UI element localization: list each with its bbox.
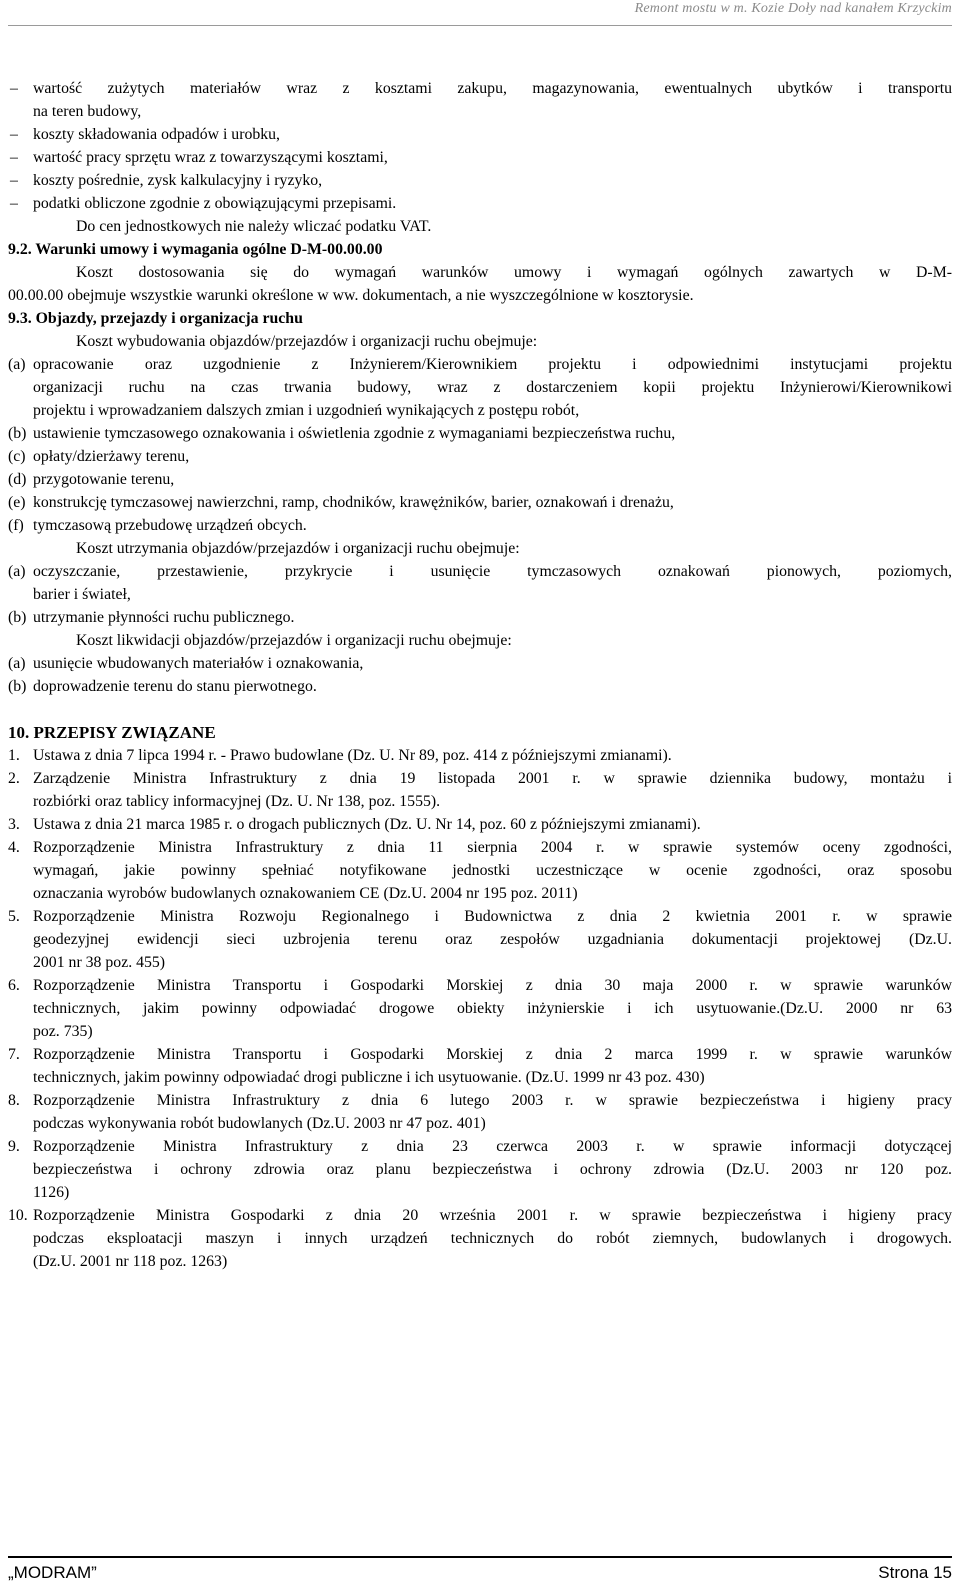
item-text: tymczasową przebudowę urządzeń obcych.	[33, 517, 307, 534]
item-text: oczyszczanie, przestawienie, przykrycie i usunięcie tymczasowych oznakowań pionowych, poziomych,	[33, 563, 952, 580]
paragraph-text: 00.00.00 obejmuje wszystkie warunki określone w ww. dokumentach, a nie wyszczególnione w kosztorysie.	[8, 287, 694, 304]
dash-bullet: –	[10, 126, 18, 143]
regulation-item	[0, 836, 960, 859]
regulation-text: Rozporządzenie Ministra Infrastruktury z dnia 6 lutego 2003 r. w sprawie bezpieczeństwa i higieny pracy	[33, 1092, 952, 1109]
regulation-number: 5.	[8, 908, 20, 925]
regulation-text: wymagań, jakie powinny spełniać notyfikowane jednostki uczestniczące w ocenie zgodności, oraz sposobu	[33, 862, 952, 879]
item-text: usunięcie wbudowanych materiałów i oznakowania,	[33, 655, 364, 672]
regulation-item-continuation	[0, 928, 960, 951]
item-text: projektu i wprowadzaniem dalszych zmian i uzgodnień wynikających z postępu robót,	[33, 402, 580, 419]
item-text: doprowadzenie terenu do stanu pierwotnego.	[33, 678, 317, 695]
regulation-text: Ustawa z dnia 7 lipca 1994 r. - Prawo budowlane (Dz. U. Nr 89, poz. 414 z późniejszymi zmianami).	[33, 747, 672, 764]
regulation-text: Rozporządzenie Ministra Infrastruktury z dnia 11 sierpnia 2004 r. w sprawie systemów oceny zgodności,	[33, 839, 952, 856]
section-10-heading	[0, 721, 960, 744]
regulation-text: technicznych, jakim powinny odpowiadać drogowe obiekty inżynierskie i ich usytuowanie.(Dz.U. 2000 nr 63	[33, 1000, 952, 1017]
regulation-text: (Dz.U. 2001 nr 118 poz. 1263)	[33, 1253, 228, 1270]
regulation-text: Rozporządzenie Ministra Rozwoju Regionalnego i Budownictwa z dnia 2 kwietnia 2001 r. w sprawie	[33, 908, 952, 925]
lettered-item	[0, 353, 960, 376]
regulation-item-continuation	[0, 790, 960, 813]
regulation-item-continuation	[0, 1066, 960, 1089]
regulation-text: Rozporządzenie Ministra Transportu i Gospodarki Morskiej z dnia 2 marca 1999 r. w sprawie warunków	[33, 1046, 952, 1063]
regulation-number: 8.	[8, 1092, 20, 1109]
regulation-text: 1126)	[33, 1184, 70, 1201]
vat-note-text: Do cen jednostkowych nie należy wliczać podatku VAT.	[76, 218, 432, 235]
item-text: ustawienie tymczasowego oznakowania i oświetlenia zgodnie z wymaganiami bezpieczeństwa ruchu,	[33, 425, 676, 442]
item-label: (f)	[8, 517, 24, 534]
regulation-text: poz. 735)	[33, 1023, 93, 1040]
regulation-number: 7.	[8, 1046, 20, 1063]
item-text: przygotowanie terenu,	[33, 471, 175, 488]
regulation-item	[0, 813, 960, 836]
lettered-item	[0, 422, 960, 445]
lettered-item	[0, 675, 960, 698]
regulation-item-continuation	[0, 1181, 960, 1204]
regulation-text: Zarządzenie Ministra Infrastruktury z dnia 19 listopada 2001 r. w sprawie dziennika budowy, montażu i	[33, 770, 952, 787]
lettered-item	[0, 514, 960, 537]
regulation-text: technicznych, jakim powinny odpowiadać drogi publiczne i ich usytuowanie. (Dz.U. 1999 nr 43 poz. 430)	[33, 1069, 705, 1086]
regulation-item-continuation	[0, 1227, 960, 1250]
dash-bullet: –	[10, 149, 18, 166]
lettered-item	[0, 652, 960, 675]
regulation-item-continuation	[0, 1020, 960, 1043]
lettered-item-continuation	[0, 583, 960, 606]
page-number: Strona 15	[878, 1563, 952, 1582]
paragraph-line	[0, 284, 960, 307]
item-text: barier i świateł,	[33, 586, 131, 603]
paragraph-text: Koszt dostosowania się do wymagań warunków umowy i wymagań ogólnych zawartych w D-M-	[76, 264, 952, 281]
regulation-number: 9.	[8, 1138, 20, 1155]
item-label: (c)	[8, 448, 26, 465]
regulation-item	[0, 1043, 960, 1066]
regulation-number: 4.	[8, 839, 20, 856]
item-text: utrzymanie płynności ruchu publicznego.	[33, 609, 295, 626]
paragraph-text: Koszt likwidacji objazdów/przejazdów i organizacji ruchu obejmuje:	[76, 632, 512, 649]
regulation-item-continuation	[0, 951, 960, 974]
regulation-text: rozbiórki oraz tablicy informacyjnej (Dz. U. Nr 138, poz. 1555).	[33, 793, 441, 810]
regulation-item-continuation	[0, 1250, 960, 1273]
lettered-item	[0, 606, 960, 629]
regulation-number: 6.	[8, 977, 20, 994]
section-heading: 9.3. Objazdy, przejazdy i organizacja ruchu	[8, 310, 303, 327]
item-text: opracowanie oraz uzgodnienie z Inżynierem/Kierownikiem projektu i odpowiednimi instytucjami projektu	[33, 356, 952, 373]
lettered-item	[0, 445, 960, 468]
regulation-item	[0, 1089, 960, 1112]
item-label: (b)	[8, 609, 27, 626]
regulation-item	[0, 744, 960, 767]
spacer	[0, 698, 960, 721]
item-label: (e)	[8, 494, 26, 511]
item-label: (a)	[8, 563, 26, 580]
regulation-number: 10.	[8, 1207, 28, 1224]
footer-publisher: „MODRAM”	[8, 1563, 97, 1582]
dash-item	[0, 123, 960, 146]
item-label: (a)	[8, 356, 26, 373]
section-9-2-heading	[0, 238, 960, 261]
regulation-text: Ustawa z dnia 21 marca 1985 r. o drogach publicznych (Dz. U. Nr 14, poz. 60 z późniejszymi zmianami).	[33, 816, 701, 833]
item-label: (a)	[8, 655, 26, 672]
lettered-item	[0, 560, 960, 583]
dash-item-text: wartość pracy sprzętu wraz z towarzyszącymi kosztami,	[33, 149, 388, 166]
lettered-item-continuation	[0, 376, 960, 399]
item-text: opłaty/dzierżawy terenu,	[33, 448, 190, 465]
dash-item	[0, 192, 960, 215]
dash-item	[0, 146, 960, 169]
footer-rule	[8, 1556, 952, 1558]
regulation-text: geodezyjnej ewidencji sieci uzbrojenia terenu oraz zespołów uzgadniania dokumentacji projektowej (Dz.U.	[33, 931, 952, 948]
lettered-item	[0, 491, 960, 514]
section-heading: 10. PRZEPISY ZWIĄZANE	[8, 723, 216, 742]
regulation-text: Rozporządzenie Ministra Infrastruktury z dnia 23 czerwca 2003 r. w sprawie informacji dotyczącej	[33, 1138, 952, 1155]
dash-item	[0, 77, 960, 100]
paragraph-line	[0, 629, 960, 652]
regulation-number: 3.	[8, 816, 20, 833]
regulation-item	[0, 767, 960, 790]
regulation-item-continuation	[0, 882, 960, 905]
dash-item-text: koszty składowania odpadów i urobku,	[33, 126, 281, 143]
running-header: Remont mostu w m. Kozie Doły nad kanałem Krzyckim	[634, 1, 952, 16]
vat-note	[0, 215, 960, 238]
paragraph-line	[0, 261, 960, 284]
header-rule	[8, 25, 952, 26]
regulation-item-continuation	[0, 859, 960, 882]
item-text: organizacji ruchu na czas trwania budowy, wraz z dostarczeniem kopii projektu Inżynierowi/Kierownikowi	[33, 379, 952, 396]
dash-item-text: podatki obliczone zgodnie z obowiązującymi przepisami.	[33, 195, 397, 212]
regulation-text: podczas wykonywania robót budowlanych (Dz.U. 2003 nr 47 poz. 401)	[33, 1115, 486, 1132]
regulations-list	[0, 744, 960, 1273]
dash-item-text: wartość zużytych materiałów wraz z kosztami zakupu, magazynowania, ewentualnych ubytków i transportu	[33, 80, 952, 97]
dash-item	[0, 169, 960, 192]
regulation-item-continuation	[0, 997, 960, 1020]
regulation-number: 2.	[8, 770, 20, 787]
paragraph-line	[0, 330, 960, 353]
regulation-item-continuation	[0, 1112, 960, 1135]
lettered-item	[0, 468, 960, 491]
regulation-item	[0, 1204, 960, 1227]
regulation-text: oznaczania wyrobów budowlanych oznakowaniem CE (Dz.U. 2004 nr 195 poz. 2011)	[33, 885, 578, 902]
regulation-item	[0, 1135, 960, 1158]
regulation-item	[0, 974, 960, 997]
regulation-text: podczas eksploatacji maszyn i innych urządzeń technicznych do robót ziemnych, budowlanych i drogowych.	[33, 1230, 952, 1247]
dash-item-continuation	[0, 100, 960, 123]
regulation-item-continuation	[0, 1158, 960, 1181]
dash-bullet: –	[10, 195, 18, 212]
item-label: (b)	[8, 425, 27, 442]
page-content	[0, 77, 960, 1273]
regulation-number: 1.	[8, 747, 20, 764]
paragraph-text: Koszt wybudowania objazdów/przejazdów i organizacji ruchu obejmuje:	[76, 333, 538, 350]
lettered-item-continuation	[0, 399, 960, 422]
section-heading: 9.2. Warunki umowy i wymagania ogólne D-M-00.00.00	[8, 241, 383, 258]
regulation-item	[0, 905, 960, 928]
section-9-3-heading	[0, 307, 960, 330]
dash-bullet: –	[10, 80, 18, 97]
paragraph-line	[0, 537, 960, 560]
paragraph-text: Koszt utrzymania objazdów/przejazdów i organizacji ruchu obejmuje:	[76, 540, 520, 557]
dash-item-text: koszty pośrednie, zysk kalkulacyjny i ryzyko,	[33, 172, 323, 189]
dash-bullet: –	[10, 172, 18, 189]
regulation-text: Rozporządzenie Ministra Gospodarki z dnia 20 września 2001 r. w sprawie bezpieczeństwa i higieny pracy	[33, 1207, 952, 1224]
regulation-text: Rozporządzenie Ministra Transportu i Gospodarki Morskiej z dnia 30 maja 2000 r. w sprawie warunków	[33, 977, 952, 994]
item-label: (b)	[8, 678, 27, 695]
item-text: konstrukcję tymczasowej nawierzchni, ramp, chodników, krawężników, barier, oznakowań i drenażu,	[33, 494, 674, 511]
regulation-text: bezpieczeństwa i ochrony zdrowia oraz planu bezpieczeństwa i ochrony zdrowia (Dz.U. 2003 nr 120 poz.	[33, 1161, 952, 1178]
regulation-text: 2001 nr 38 poz. 455)	[33, 954, 166, 971]
item-label: (d)	[8, 471, 27, 488]
dash-item-text: na teren budowy,	[33, 103, 142, 120]
